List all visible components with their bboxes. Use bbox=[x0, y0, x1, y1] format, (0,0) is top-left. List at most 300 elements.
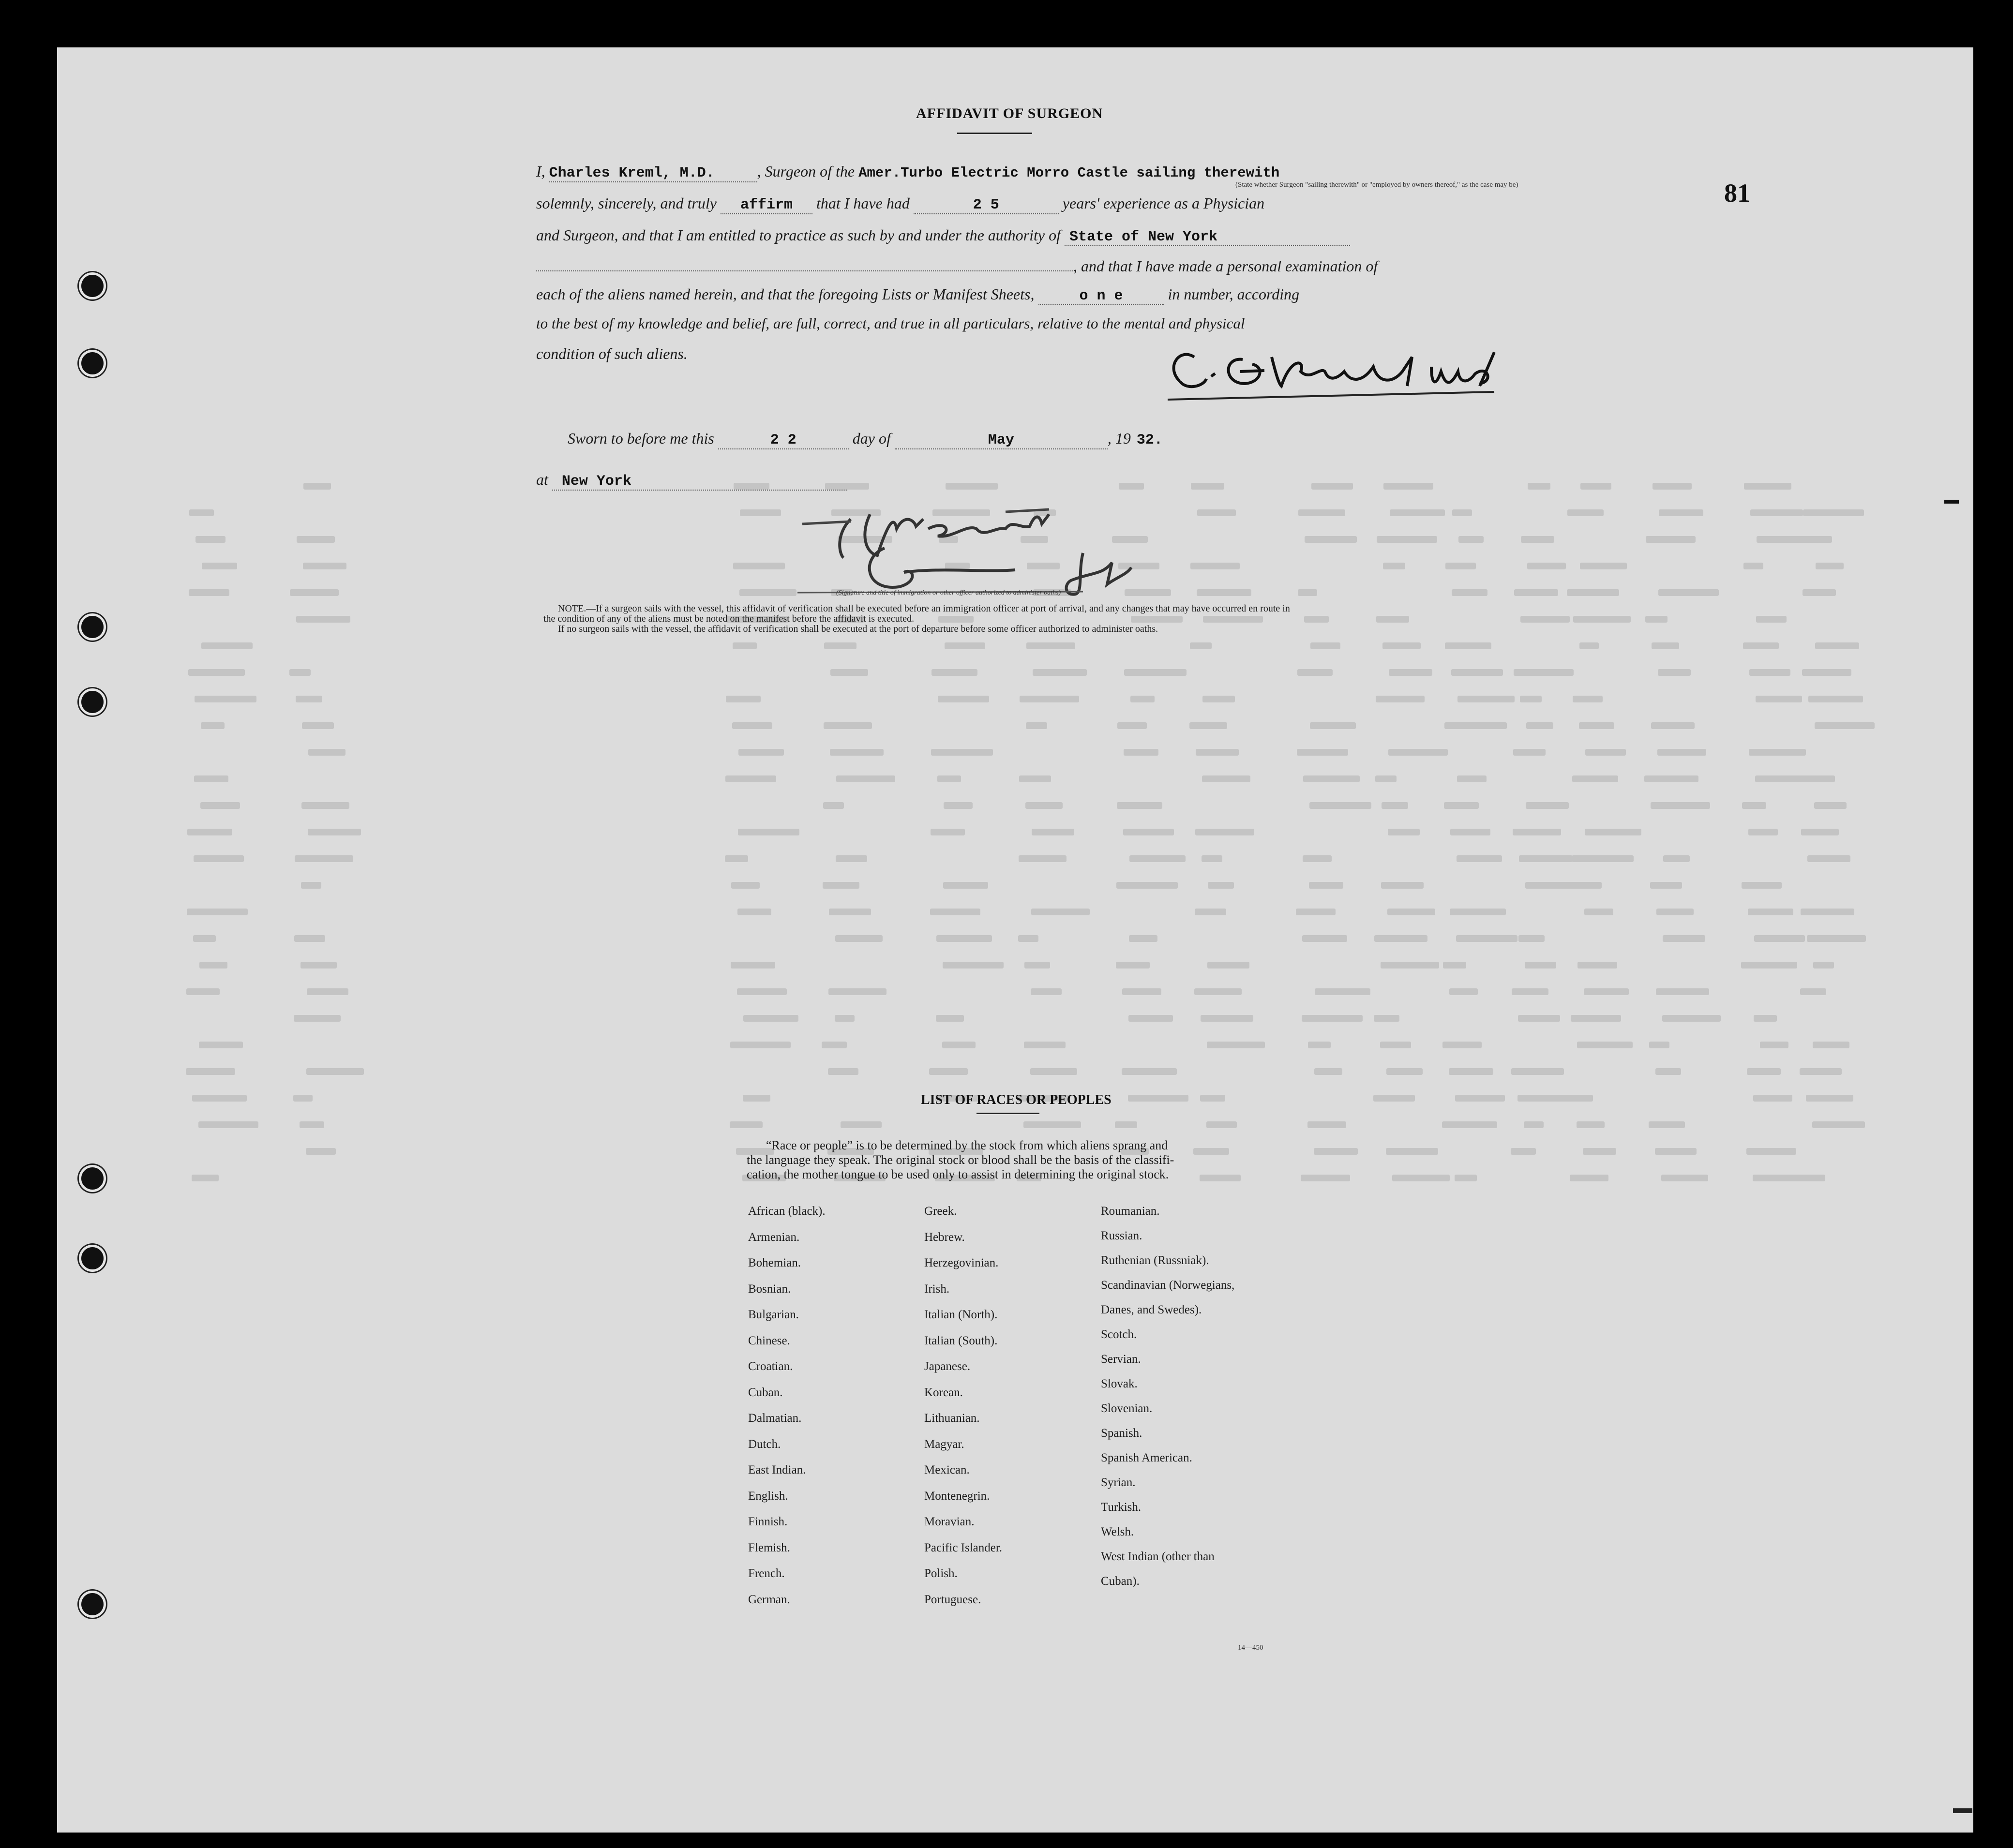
bleed-through-mark bbox=[1571, 1015, 1621, 1022]
bleed-through-mark bbox=[823, 802, 844, 809]
bleed-through-mark bbox=[1649, 1042, 1669, 1048]
bleed-through-mark bbox=[1524, 1121, 1544, 1128]
bleed-through-mark bbox=[1815, 722, 1875, 729]
bleed-through-mark bbox=[1197, 509, 1236, 516]
bleed-through-mark bbox=[1388, 749, 1448, 756]
bleed-through-mark bbox=[1520, 696, 1542, 702]
bleed-through-mark bbox=[303, 563, 346, 569]
bleed-through-mark bbox=[1301, 1175, 1350, 1181]
bleed-through-mark bbox=[1573, 616, 1631, 623]
bleed-through-mark bbox=[737, 909, 771, 915]
affidavit-line-6 bbox=[536, 315, 1245, 332]
bleed-through-mark bbox=[1129, 855, 1186, 862]
text-best-knowledge: to the best of my knowledge and belief, are full, correct, and true in all particulars, relative to the mental and physical bbox=[536, 315, 1245, 332]
race-entry: Herzegovinian. bbox=[924, 1256, 999, 1269]
bleed-through-mark bbox=[1802, 669, 1851, 676]
bleed-through-mark bbox=[1444, 722, 1507, 729]
bleed-through-mark bbox=[1458, 536, 1484, 543]
bleed-through-mark bbox=[1128, 1015, 1173, 1022]
bleed-through-mark bbox=[1382, 642, 1421, 649]
bleed-through-mark bbox=[1526, 802, 1569, 809]
race-entry: Russian. bbox=[1101, 1229, 1142, 1242]
bleed-through-mark bbox=[1390, 509, 1445, 516]
bleed-through-mark bbox=[1449, 1068, 1493, 1075]
bleed-through-mark bbox=[1742, 882, 1782, 889]
race-entry: Italian (South). bbox=[924, 1334, 998, 1347]
race-entry: Dutch. bbox=[748, 1437, 781, 1451]
bleed-through-mark bbox=[303, 483, 331, 490]
bleed-through-mark bbox=[1803, 589, 1836, 596]
race-entry: Danes, and Swedes). bbox=[1101, 1303, 1202, 1316]
bleed-through-mark bbox=[308, 749, 346, 756]
bleed-through-mark bbox=[1753, 1175, 1808, 1181]
bleed-through-mark bbox=[1190, 642, 1212, 649]
bleed-through-mark bbox=[823, 882, 859, 889]
bleed-through-mark bbox=[1753, 1095, 1792, 1102]
races-title-underline bbox=[976, 1113, 1039, 1114]
bleed-through-mark bbox=[835, 1015, 855, 1022]
bleed-through-mark bbox=[194, 775, 228, 782]
bleed-through-mark bbox=[1450, 909, 1506, 915]
race-entry: Cuban). bbox=[1101, 1575, 1140, 1588]
bleed-through-mark bbox=[1451, 669, 1503, 676]
bleed-through-mark bbox=[306, 1148, 336, 1155]
bleed-through-mark bbox=[1376, 616, 1409, 623]
bleed-through-mark bbox=[1457, 855, 1502, 862]
bleed-through-mark bbox=[1756, 616, 1787, 623]
bleed-through-mark bbox=[1387, 909, 1435, 915]
bleed-through-mark bbox=[1122, 1068, 1177, 1075]
bleed-through-mark bbox=[1024, 962, 1050, 969]
bleed-through-mark bbox=[1579, 642, 1599, 649]
bleed-through-mark bbox=[1808, 696, 1863, 702]
affidavit-line-4 bbox=[536, 257, 1378, 275]
bleed-through-mark bbox=[931, 829, 965, 835]
bleed-through-mark bbox=[1748, 909, 1793, 915]
bleed-through-mark bbox=[1194, 988, 1242, 995]
bleed-through-mark bbox=[300, 1121, 324, 1128]
bleed-through-mark bbox=[1644, 775, 1698, 782]
bleed-through-mark bbox=[1807, 855, 1850, 862]
bleed-through-mark bbox=[290, 589, 339, 596]
sworn-month: May bbox=[988, 432, 1014, 448]
bleed-through-mark bbox=[743, 1015, 798, 1022]
bleed-through-mark bbox=[1521, 536, 1554, 543]
bleed-through-mark bbox=[937, 775, 961, 782]
bleed-through-mark bbox=[1584, 909, 1613, 915]
bleed-through-mark bbox=[931, 749, 993, 756]
bleed-through-mark bbox=[198, 1121, 258, 1128]
bleed-through-mark bbox=[1309, 802, 1371, 809]
race-entry: Pacific Islander. bbox=[924, 1541, 1003, 1554]
bleed-through-mark bbox=[1305, 536, 1357, 543]
affidavit-line-2 bbox=[536, 194, 1264, 214]
bleed-through-mark bbox=[1805, 1175, 1825, 1181]
note-block bbox=[543, 604, 1290, 634]
race-entry: Hebrew. bbox=[924, 1230, 965, 1244]
race-entry: Welsh. bbox=[1101, 1525, 1134, 1538]
bleed-through-mark bbox=[1302, 935, 1347, 942]
bleed-through-mark bbox=[1585, 749, 1626, 756]
bleed-through-mark bbox=[1315, 988, 1370, 995]
text-at: at bbox=[536, 471, 548, 488]
bleed-through-mark bbox=[1444, 802, 1479, 809]
bleed-through-mark bbox=[1386, 1068, 1423, 1075]
bleed-through-mark bbox=[1389, 669, 1432, 676]
bleed-through-mark bbox=[1525, 962, 1556, 969]
bleed-through-mark bbox=[188, 669, 245, 676]
bleed-through-mark bbox=[1116, 882, 1178, 889]
bleed-through-mark bbox=[1376, 696, 1425, 702]
bleed-through-mark bbox=[1514, 589, 1558, 596]
bleed-through-mark bbox=[1661, 1175, 1708, 1181]
race-entry: Moravian. bbox=[924, 1515, 975, 1528]
binder-hole bbox=[79, 1591, 106, 1618]
bleed-through-mark bbox=[301, 802, 349, 809]
edge-mark bbox=[1953, 1808, 1972, 1813]
bleed-through-mark bbox=[1511, 1068, 1564, 1075]
bleed-through-mark bbox=[1513, 829, 1561, 835]
bleed-through-mark bbox=[1442, 1042, 1482, 1048]
binder-hole bbox=[79, 1245, 106, 1272]
bleed-through-mark bbox=[1191, 483, 1224, 490]
affidavit-title: AFFIDAVIT OF SURGEON bbox=[916, 105, 1103, 121]
bleed-through-mark bbox=[1208, 882, 1234, 889]
bleed-through-mark bbox=[1200, 1175, 1241, 1181]
bleed-through-mark bbox=[1567, 509, 1604, 516]
bleed-through-mark bbox=[1116, 962, 1150, 969]
text-nineteen: , 19 bbox=[1107, 430, 1131, 447]
races-title: LIST OF RACES OR PEOPLES bbox=[921, 1092, 1112, 1107]
form-number: 14—450 bbox=[1238, 1644, 1263, 1652]
race-entry: East Indian. bbox=[748, 1463, 806, 1476]
race-entry: African (black). bbox=[748, 1205, 826, 1218]
races-intro-2: the language they speak. The original stock or blood shall be the basis of the classifi- bbox=[747, 1153, 1174, 1167]
bleed-through-mark bbox=[1663, 935, 1705, 942]
bleed-through-mark bbox=[835, 935, 883, 942]
bleed-through-mark bbox=[1019, 855, 1067, 862]
race-entry: Lithuanian. bbox=[924, 1412, 980, 1425]
bleed-through-mark bbox=[930, 909, 980, 915]
bleed-through-mark bbox=[1025, 802, 1063, 809]
note-line-3: If no surgeon sails with the vessel, the affidavit of verification shall be executed at the port of departure before some officer authorized to administer oaths. bbox=[558, 624, 1158, 634]
bleed-through-mark bbox=[936, 935, 992, 942]
bleed-through-mark bbox=[1442, 1121, 1497, 1128]
races-intro-1: “Race or people” is to be determined by the stock from which aliens sprang and bbox=[766, 1138, 1168, 1152]
bleed-through-mark bbox=[1129, 935, 1157, 942]
bleed-through-mark bbox=[1814, 802, 1847, 809]
bleed-through-mark bbox=[1655, 1148, 1697, 1155]
bleed-through-mark bbox=[1657, 749, 1706, 756]
bleed-through-mark bbox=[1526, 722, 1553, 729]
text-personal-exam: , and that I have made a personal examination of bbox=[1073, 257, 1378, 275]
text-years: years' experience as a Physician bbox=[1062, 194, 1265, 212]
note-line-2: the condition of any of the aliens must be noted on the manifest before the affidavit is executed. bbox=[543, 613, 915, 624]
race-entry: French. bbox=[748, 1567, 785, 1580]
bleed-through-mark bbox=[738, 829, 799, 835]
sworn-day: 2 2 bbox=[770, 432, 796, 448]
bleed-through-mark bbox=[1577, 962, 1617, 969]
bleed-through-mark bbox=[1662, 1015, 1721, 1022]
bleed-through-mark bbox=[1813, 1042, 1849, 1048]
bleed-through-mark bbox=[1124, 749, 1158, 756]
bleed-through-mark bbox=[1030, 1068, 1077, 1075]
bleed-through-mark bbox=[187, 909, 248, 915]
race-entry: Italian (North). bbox=[924, 1308, 998, 1321]
race-entry: Montenegrin. bbox=[924, 1489, 990, 1503]
race-entry: Scandinavian (Norwegians, bbox=[1101, 1279, 1235, 1292]
bleed-through-mark bbox=[1310, 722, 1356, 729]
bleed-through-mark bbox=[1813, 962, 1834, 969]
bleed-through-mark bbox=[1580, 483, 1611, 490]
bleed-through-mark bbox=[1803, 509, 1864, 516]
bleed-through-mark bbox=[302, 722, 334, 729]
bleed-through-mark bbox=[733, 563, 785, 569]
race-entry: Bulgarian. bbox=[748, 1308, 799, 1321]
vessel-name: Amer.Turbo Electric Morro Castle sailing therewith bbox=[858, 165, 1280, 181]
bleed-through-mark bbox=[1585, 829, 1641, 835]
bleed-through-mark bbox=[1392, 1175, 1450, 1181]
bleed-through-mark bbox=[1200, 1095, 1225, 1102]
bleed-through-mark bbox=[931, 669, 977, 676]
bleed-through-mark bbox=[1457, 696, 1515, 702]
races-intro-3: cation, the mother tongue to be used only to assist in determining the original stock. bbox=[747, 1167, 1169, 1181]
bleed-through-mark bbox=[1801, 829, 1839, 835]
bleed-through-mark bbox=[1296, 909, 1336, 915]
bleed-through-mark bbox=[193, 935, 216, 942]
bleed-through-mark bbox=[1656, 909, 1694, 915]
bleed-through-mark bbox=[841, 1121, 882, 1128]
bleed-through-mark bbox=[738, 749, 784, 756]
bleed-through-mark bbox=[740, 509, 781, 516]
bleed-through-mark bbox=[1122, 988, 1161, 995]
bleed-through-mark bbox=[1298, 589, 1317, 596]
race-entry: Korean. bbox=[924, 1386, 963, 1399]
bleed-through-mark bbox=[1456, 935, 1517, 942]
bleed-through-mark bbox=[1757, 536, 1815, 543]
bleed-through-mark bbox=[1023, 1121, 1081, 1128]
race-entry: Croatian. bbox=[748, 1360, 793, 1373]
bleed-through-mark bbox=[1311, 483, 1353, 490]
bleed-through-mark bbox=[836, 775, 895, 782]
bleed-through-mark bbox=[1650, 882, 1682, 889]
text-sworn: Sworn to before me this bbox=[568, 430, 714, 447]
affidavit-line-5 bbox=[536, 285, 1299, 305]
bleed-through-mark bbox=[1374, 935, 1427, 942]
bleed-through-mark bbox=[1443, 962, 1466, 969]
bleed-through-mark bbox=[1201, 1015, 1253, 1022]
bleed-through-mark bbox=[1573, 696, 1603, 702]
bleed-through-mark bbox=[1031, 988, 1062, 995]
bleed-through-mark bbox=[1519, 855, 1573, 862]
bleed-through-mark bbox=[1196, 749, 1239, 756]
bleed-through-mark bbox=[297, 536, 335, 543]
binder-hole bbox=[79, 1165, 106, 1192]
bleed-through-mark bbox=[1577, 1121, 1605, 1128]
race-entry: Japanese. bbox=[924, 1360, 971, 1373]
race-entry: Greek. bbox=[924, 1205, 957, 1218]
binder-hole bbox=[79, 688, 106, 715]
bleed-through-mark bbox=[830, 669, 868, 676]
bleed-through-mark bbox=[1743, 563, 1763, 569]
bleed-through-mark bbox=[945, 642, 985, 649]
bleed-through-mark bbox=[1749, 669, 1790, 676]
bleed-through-mark bbox=[1579, 722, 1614, 729]
bleed-through-mark bbox=[294, 1015, 341, 1022]
bleed-through-mark bbox=[289, 669, 311, 676]
bleed-through-mark bbox=[201, 722, 225, 729]
bleed-through-mark bbox=[307, 988, 348, 995]
bleed-through-mark bbox=[1656, 988, 1709, 995]
bleed-through-mark bbox=[1195, 909, 1226, 915]
bleed-through-mark bbox=[1572, 775, 1618, 782]
bleed-through-mark bbox=[1455, 1095, 1505, 1102]
bleed-through-mark bbox=[1202, 696, 1235, 702]
surgeon-signature bbox=[1160, 338, 1499, 405]
race-entry: Chinese. bbox=[748, 1334, 790, 1347]
race-entry: Spanish American. bbox=[1101, 1451, 1192, 1464]
bleed-through-mark bbox=[189, 509, 214, 516]
bleed-through-mark bbox=[1124, 669, 1187, 676]
bleed-through-mark bbox=[1197, 589, 1251, 596]
race-entry: Armenian. bbox=[748, 1230, 800, 1244]
bleed-through-mark bbox=[1195, 829, 1254, 835]
bleed-through-mark bbox=[1754, 1015, 1777, 1022]
bleed-through-mark bbox=[737, 988, 787, 995]
bleed-through-mark bbox=[836, 855, 867, 862]
bleed-through-mark bbox=[1380, 1042, 1411, 1048]
bleed-through-mark bbox=[1584, 988, 1629, 995]
bleed-through-mark bbox=[929, 1068, 968, 1075]
race-entry: Polish. bbox=[924, 1567, 958, 1580]
bleed-through-mark bbox=[202, 563, 237, 569]
bleed-through-mark bbox=[1117, 722, 1147, 729]
bleed-through-mark bbox=[1303, 855, 1332, 862]
bleed-through-mark bbox=[1449, 988, 1478, 995]
bleed-through-mark bbox=[1130, 696, 1155, 702]
bleed-through-mark bbox=[301, 882, 321, 889]
bleed-through-mark bbox=[936, 1015, 964, 1022]
bleed-through-mark bbox=[1202, 775, 1250, 782]
bleed-through-mark bbox=[1746, 1148, 1796, 1155]
bleed-through-mark bbox=[1808, 775, 1835, 782]
document-page bbox=[57, 47, 1973, 1833]
bleed-through-mark bbox=[733, 642, 757, 649]
race-entry: Finnish. bbox=[748, 1515, 788, 1528]
bleed-through-mark bbox=[1314, 1068, 1342, 1075]
bleed-through-mark bbox=[946, 483, 998, 490]
page-number: 81 bbox=[1724, 179, 1750, 208]
race-entry: Flemish. bbox=[748, 1541, 790, 1554]
sworn-place-line bbox=[536, 471, 847, 491]
race-entry: Ruthenian (Russniak). bbox=[1101, 1254, 1209, 1267]
bleed-through-mark bbox=[1756, 696, 1802, 702]
bleed-through-mark bbox=[1033, 669, 1087, 676]
bleed-through-mark bbox=[824, 722, 872, 729]
bleed-through-mark bbox=[201, 642, 253, 649]
bleed-through-mark bbox=[1567, 589, 1619, 596]
bleed-through-mark bbox=[1298, 509, 1345, 516]
race-entry: Mexican. bbox=[924, 1463, 970, 1476]
race-entry: Portuguese. bbox=[924, 1593, 981, 1606]
bleed-through-mark bbox=[1207, 1042, 1265, 1048]
note-line-1: NOTE.—If a surgeon sails with the vessel, this affidavit of verification shall be executed before an immigration officer at port of arrival, and any changes that may have occurred en route in bbox=[558, 603, 1290, 614]
bleed-through-mark bbox=[1511, 1148, 1536, 1155]
bleed-through-mark bbox=[1807, 935, 1866, 942]
bleed-through-mark bbox=[1527, 563, 1566, 569]
bleed-through-mark bbox=[1517, 1095, 1576, 1102]
bleed-through-mark bbox=[1812, 1121, 1865, 1128]
bleed-through-mark bbox=[1651, 722, 1695, 729]
bleed-through-mark bbox=[1800, 988, 1826, 995]
bleed-through-mark bbox=[1375, 775, 1397, 782]
bleed-through-mark bbox=[1646, 536, 1696, 543]
bleed-through-mark bbox=[828, 1068, 858, 1075]
bleed-through-mark bbox=[1189, 722, 1227, 729]
bleed-through-mark bbox=[1570, 1175, 1608, 1181]
bleed-through-mark bbox=[1117, 802, 1162, 809]
bleed-through-mark bbox=[830, 749, 884, 756]
bleed-through-mark bbox=[1520, 616, 1570, 623]
race-entry: Spanish. bbox=[1101, 1427, 1142, 1440]
bleed-through-mark bbox=[822, 1042, 847, 1048]
bleed-through-mark bbox=[829, 909, 871, 915]
bleed-through-mark bbox=[1748, 829, 1778, 835]
bleed-through-mark bbox=[1207, 962, 1249, 969]
bleed-through-mark bbox=[938, 696, 989, 702]
bleed-through-mark bbox=[295, 855, 353, 862]
bleed-through-mark bbox=[828, 988, 886, 995]
bleed-through-mark bbox=[1307, 1121, 1346, 1128]
bleed-through-mark bbox=[726, 696, 761, 702]
sheets-count: o n e bbox=[1079, 288, 1123, 304]
bleed-through-mark bbox=[1659, 509, 1703, 516]
officer-caption: (Signature and title of immigration or other officer authorized to administer oaths) bbox=[836, 589, 1061, 596]
bleed-through-mark bbox=[1193, 1148, 1229, 1155]
bleed-through-mark bbox=[294, 935, 325, 942]
bleed-through-mark bbox=[730, 1042, 791, 1048]
bleed-through-mark bbox=[1297, 669, 1333, 676]
bleed-through-mark bbox=[1202, 855, 1222, 862]
bleed-through-mark bbox=[1119, 483, 1144, 490]
bleed-through-mark bbox=[1308, 1042, 1331, 1048]
bleed-through-mark bbox=[306, 1068, 364, 1075]
bleed-through-mark bbox=[1373, 1095, 1415, 1102]
race-entry: Servian. bbox=[1101, 1353, 1141, 1366]
bleed-through-mark bbox=[1518, 1015, 1560, 1022]
race-entry: West Indian (other than bbox=[1101, 1550, 1215, 1563]
officer-signature bbox=[793, 500, 1141, 601]
bleed-through-mark bbox=[1578, 882, 1602, 889]
bleed-through-mark bbox=[1455, 1175, 1477, 1181]
bleed-through-mark bbox=[1377, 536, 1437, 543]
practice-authority: State of New York bbox=[1069, 229, 1218, 245]
years-experience: 2 5 bbox=[973, 197, 999, 213]
bleed-through-mark bbox=[189, 589, 229, 596]
bleed-through-mark bbox=[1743, 642, 1779, 649]
binder-hole bbox=[79, 613, 106, 641]
bleed-through-mark bbox=[1388, 829, 1420, 835]
bleed-through-mark bbox=[1026, 642, 1075, 649]
bleed-through-mark bbox=[743, 1095, 770, 1102]
text-condition: condition of such aliens. bbox=[536, 345, 688, 362]
race-entry: German. bbox=[748, 1593, 790, 1606]
bleed-through-mark bbox=[1381, 882, 1424, 889]
race-entry: English. bbox=[748, 1489, 788, 1503]
bleed-through-mark bbox=[731, 962, 775, 969]
vessel-note: (State whether Surgeon "sailing therewith" or "employed by owners thereof," as the case may be) bbox=[1235, 181, 1518, 189]
bleed-through-mark bbox=[1580, 563, 1627, 569]
